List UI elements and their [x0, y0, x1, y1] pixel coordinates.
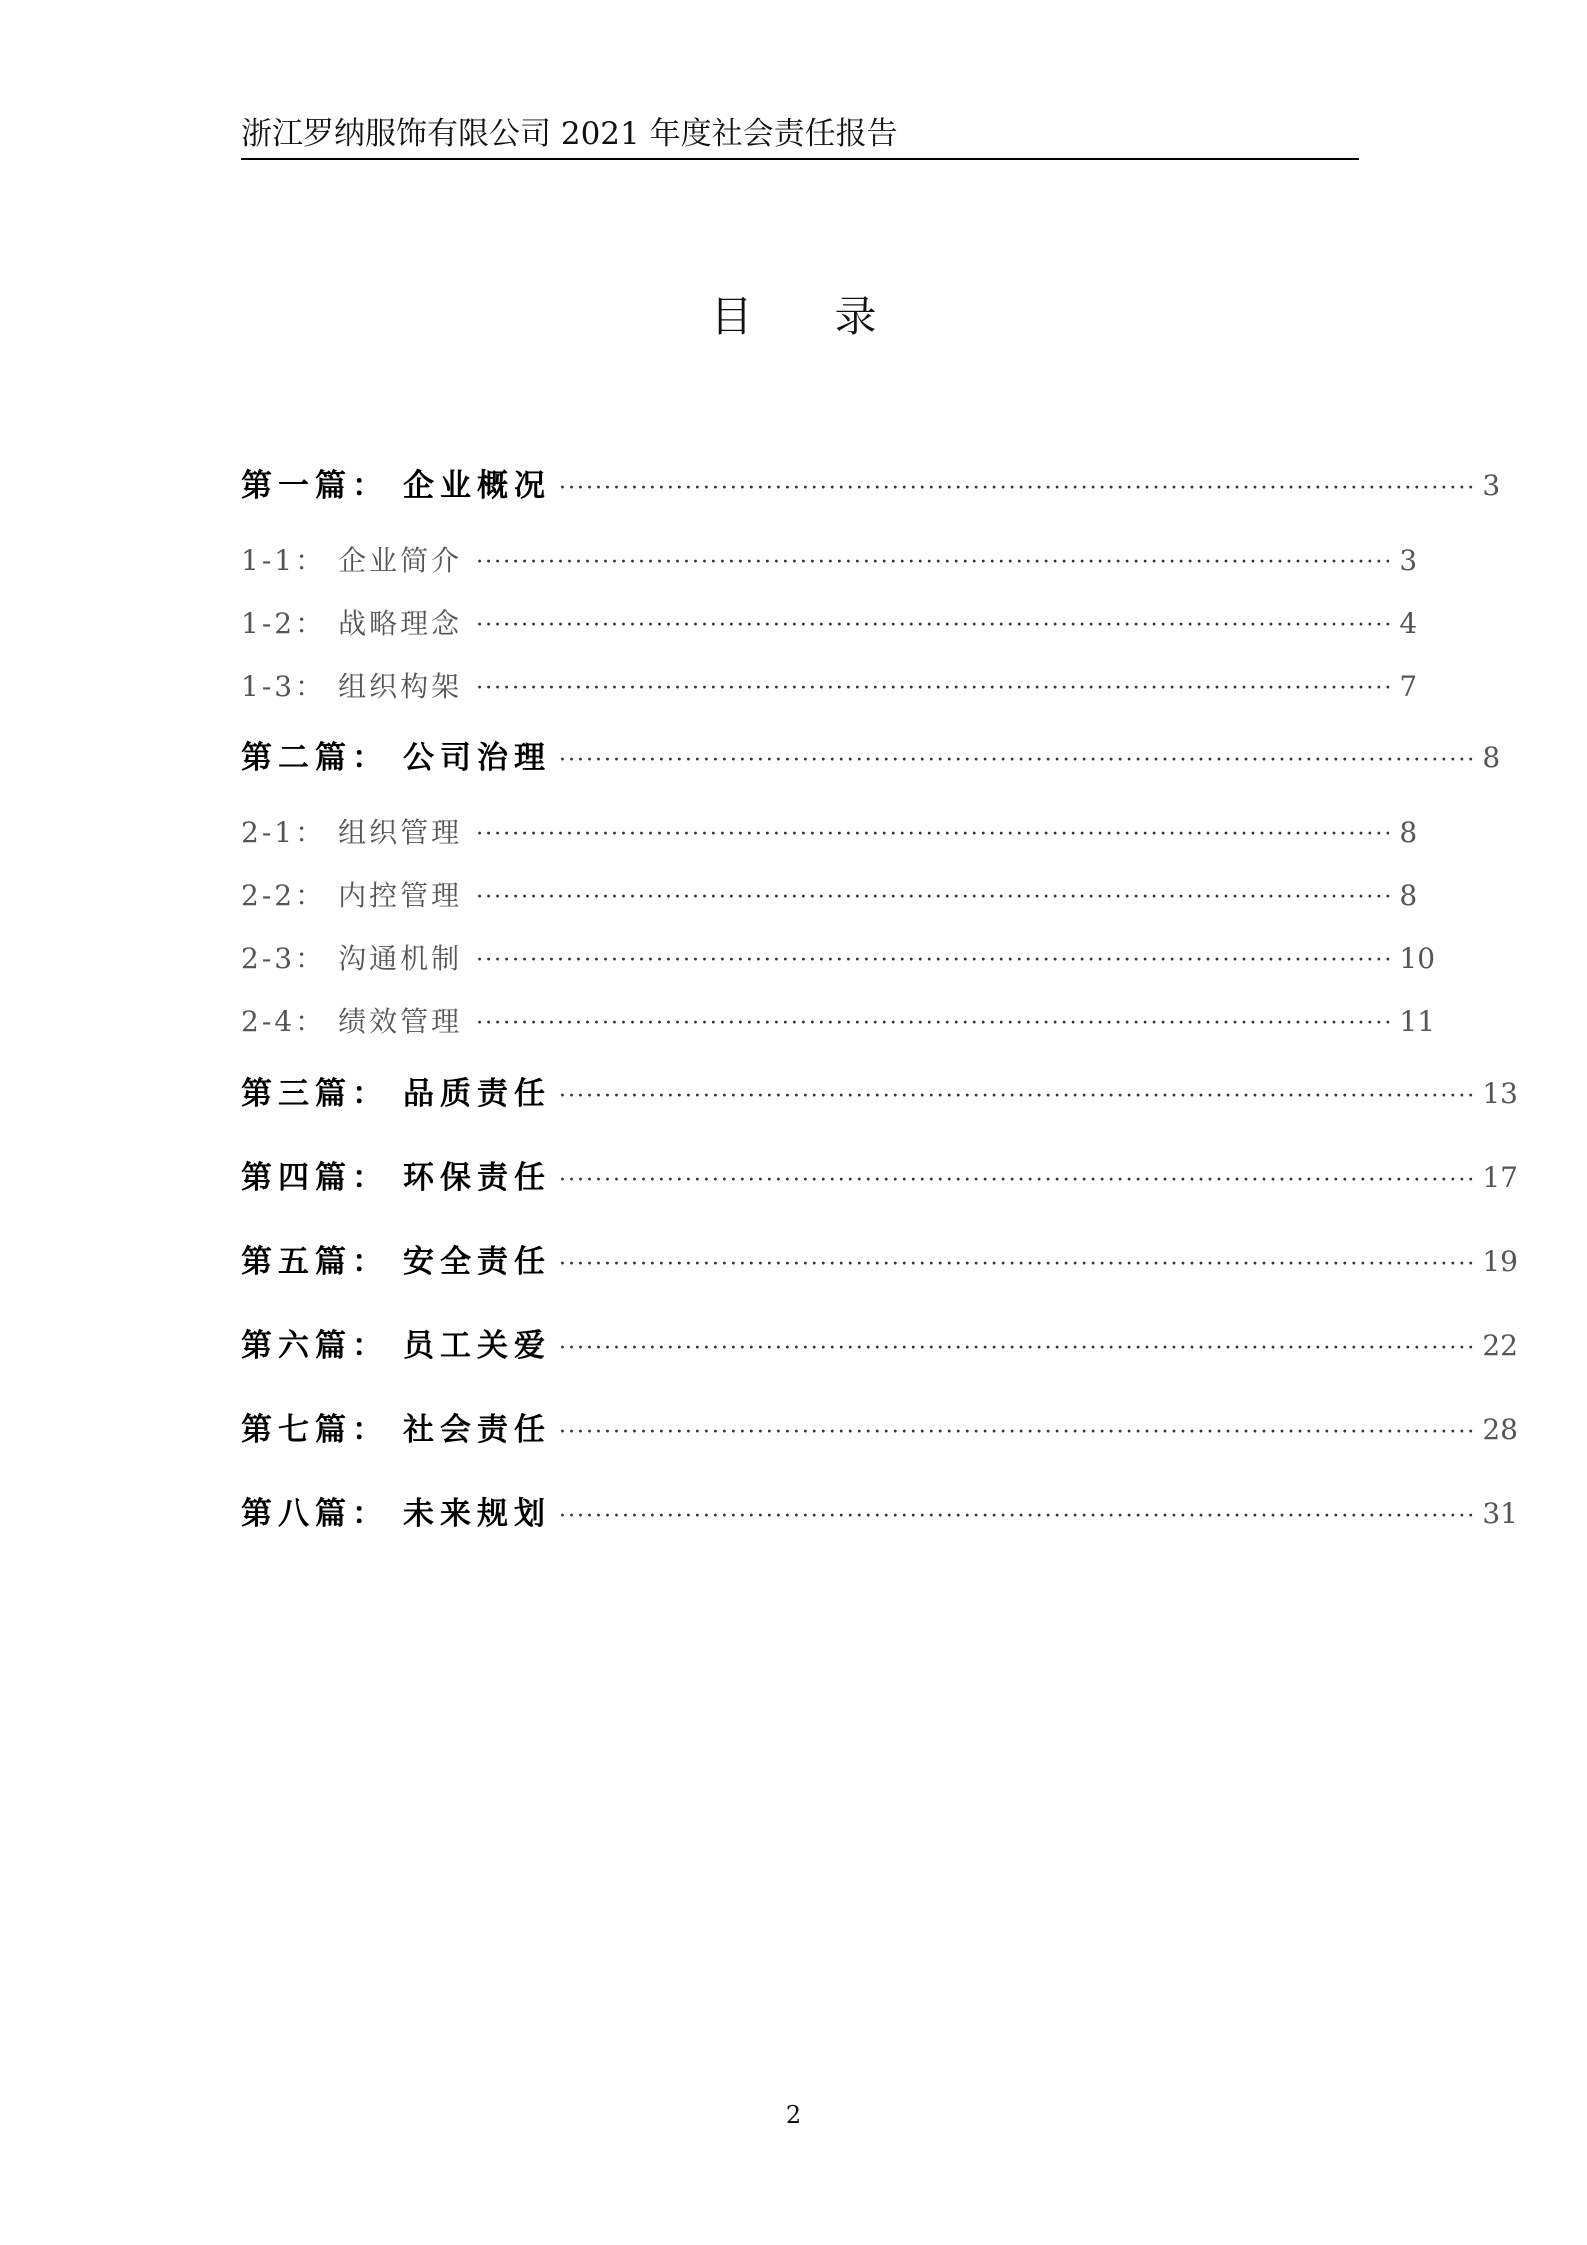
toc-entry[interactable] [241, 1238, 1518, 1282]
toc-entry[interactable] [241, 1070, 1518, 1114]
toc-entry-label [241, 814, 462, 852]
toc-title: 目录 [710, 292, 959, 341]
toc-entry[interactable] [241, 1406, 1518, 1450]
toc-entry-title: 内控管理 [338, 879, 463, 912]
toc-entry-title: 公司治理 [403, 740, 551, 776]
toc-dot-leader: ······································································································ [476, 613, 1394, 638]
toc-entry-label [241, 542, 462, 580]
toc-entry-number: 1-2： [241, 607, 327, 640]
toc-entry-number: 1-1： [241, 544, 327, 577]
toc-entry-label [241, 877, 462, 915]
toc-entry-number: 2-3： [241, 942, 327, 975]
toc-entry[interactable] [241, 599, 1418, 643]
toc-entry-page: 8 [1399, 879, 1418, 912]
toc-entry-title: 绩效管理 [338, 1005, 463, 1038]
toc-entry-number: 第四篇： [241, 1160, 389, 1196]
toc-entry-number: 第八篇： [241, 1496, 389, 1532]
toc-entry-label [241, 466, 551, 506]
toc-entry-page: 22 [1482, 1329, 1518, 1362]
toc-entry-title: 员工关爱 [403, 1328, 551, 1364]
toc-entry-label [241, 738, 551, 778]
toc-dot-leader: ······································································································ [559, 1504, 1477, 1529]
toc-entry-label [241, 940, 462, 978]
toc-entry-number: 2-4： [241, 1005, 327, 1038]
toc-entry[interactable] [241, 934, 1436, 978]
toc-dot-leader: ······································································································ [559, 1336, 1477, 1361]
toc-entry-label [241, 1410, 551, 1450]
toc-dot-leader: ······································································································ [476, 948, 1394, 973]
toc-entry-label [241, 1003, 462, 1041]
toc-entry-page: 28 [1482, 1413, 1518, 1446]
toc-entry[interactable] [241, 1322, 1518, 1366]
toc-entry-label [241, 1074, 551, 1114]
toc-entry-title: 企业简介 [338, 544, 463, 577]
toc-entry-title: 社会责任 [403, 1412, 551, 1448]
toc-entry-label [241, 1326, 551, 1366]
toc-dot-leader: ······································································································ [559, 1168, 1477, 1193]
toc-entry-number: 第二篇： [241, 740, 389, 776]
toc-entry-page: 13 [1482, 1077, 1518, 1110]
toc-entry-label [241, 1242, 551, 1282]
toc-entry-page: 3 [1399, 544, 1418, 577]
toc-dot-leader: ······································································································ [476, 550, 1394, 575]
toc-entry-number: 第一篇： [241, 468, 389, 504]
toc-entry[interactable] [241, 462, 1501, 506]
toc-dot-leader: ······································································································ [476, 676, 1394, 701]
toc-entry-title: 企业概况 [403, 468, 551, 504]
toc-dot-leader: ······································································································ [476, 885, 1394, 910]
toc-dot-leader: ······································································································ [559, 1420, 1477, 1445]
toc-entry-title: 未来规划 [403, 1496, 551, 1532]
toc-entry-label [241, 605, 462, 643]
toc-entry-page: 8 [1399, 816, 1418, 849]
toc-entry[interactable] [241, 871, 1418, 915]
toc-entry-page: 8 [1482, 741, 1501, 774]
toc-entry-page: 4 [1399, 607, 1418, 640]
toc-entry-page: 7 [1399, 670, 1418, 703]
toc-entry-label [241, 1158, 551, 1198]
toc-dot-leader: ······································································································ [476, 1011, 1394, 1036]
toc-entry-page: 11 [1399, 1005, 1436, 1038]
toc-dot-leader: ······································································································ [476, 822, 1394, 847]
toc-entry-title: 品质责任 [403, 1076, 551, 1112]
toc-entry-number: 第六篇： [241, 1328, 389, 1364]
toc-entry-page: 31 [1482, 1497, 1518, 1530]
toc-dot-leader: ······································································································ [559, 1252, 1477, 1277]
toc-entry[interactable] [241, 662, 1418, 706]
toc-entry-title: 组织构架 [338, 670, 463, 703]
toc-entry[interactable] [241, 997, 1436, 1041]
toc-entry-number: 2-2： [241, 879, 327, 912]
toc-entry[interactable] [241, 1154, 1518, 1198]
toc-entry[interactable] [241, 734, 1501, 778]
toc-entry-title: 环保责任 [403, 1160, 551, 1196]
toc-entry-title: 安全责任 [403, 1244, 551, 1280]
toc-entry-title: 组织管理 [338, 816, 463, 849]
toc-dot-leader: ······································································································ [559, 1084, 1477, 1109]
toc-entry-page: 17 [1482, 1161, 1518, 1194]
toc-entry-number: 2-1： [241, 816, 327, 849]
footer-page-number: 2 [785, 2101, 802, 2129]
toc-entry-number: 第五篇： [241, 1244, 389, 1280]
toc-entry-label [241, 668, 462, 706]
table-of-contents [241, 0, 1518, 1600]
toc-entry-title: 战略理念 [338, 607, 463, 640]
toc-entry-label [241, 1494, 551, 1534]
toc-entry-number: 第七篇： [241, 1412, 389, 1448]
header-title: 浙江罗纳服饰有限公司 2021 年度社会责任报告 [241, 116, 898, 152]
toc-entry-page: 3 [1482, 469, 1501, 502]
toc-entry[interactable] [241, 536, 1418, 580]
toc-entry-page: 19 [1482, 1245, 1518, 1278]
toc-entry-page: 10 [1399, 942, 1436, 975]
toc-entry[interactable] [241, 1490, 1518, 1534]
toc-entry-number: 1-3： [241, 670, 327, 703]
toc-entry-title: 沟通机制 [338, 942, 463, 975]
toc-dot-leader: ······································································································ [559, 748, 1477, 773]
toc-dot-leader: ······································································································ [559, 476, 1477, 501]
toc-entry-number: 第三篇： [241, 1076, 389, 1112]
toc-entry[interactable] [241, 808, 1418, 852]
